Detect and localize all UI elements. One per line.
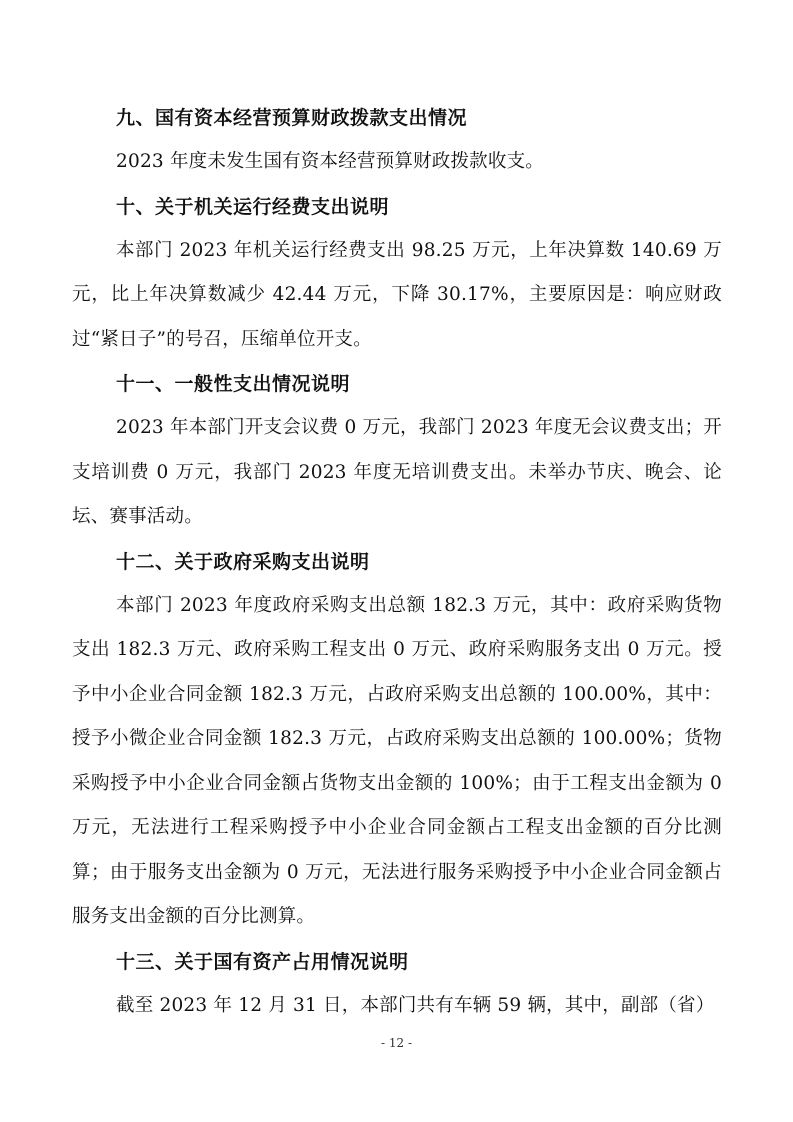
section-heading: 十三、关于国有资产占用情况说明	[116, 950, 409, 973]
section-paragraph: 截至 2023 年 12 月 31 日，本部门共有车辆 59 辆，其中，副部（省）	[116, 994, 715, 1016]
section-11	[72, 362, 722, 540]
section-heading: 十、关于机关运行经费支出说明	[116, 195, 390, 218]
section-paragraph: 本部门 2023 年机关运行经费支出 98.25 万元，上年决算数 140.69 万元，比上年决算数减少 42.44 万元，下降 30.17%，主要原因是：响应财政过“紧日子”的号召，压缩单位开支。	[72, 239, 722, 350]
section-paragraph: 2023 年本部门开支会议费 0 万元，我部门 2023 年度无会议费支出；开支培训费 0 万元，我部门 2023 年度无培训费支出。未举办节庆、晚会、论坛、赛事活动。	[72, 417, 722, 527]
section-10	[72, 185, 722, 363]
document-body	[72, 96, 722, 1028]
section-paragraph: 本部门 2023 年度政府采购支出总额 182.3 万元，其中：政府采购货物支出 182.3 万元、政府采购工程支出 0 万元、政府采购服务支出 0 万元。授予中小企业合同金额 182.3 万元，占政府采购支出总额的 100.00%，其中：授予小微企业合同金额 182.3 万元，占政府采购支出总额的 100.00%；货物采购授予中小企业合同金额占货物支出金额的 100%；由于工程支出金额为 0 万元，无法进行工程采购授予中小企业合同金额占工程支出金额的百分比测算；由于服务支出金额为 0 万元，无法进行服务采购授予中小企业合同金额占服务支出金额的百分比测算。	[72, 594, 722, 927]
section-heading: 九、国有资本经营预算财政拨款支出情况	[116, 107, 468, 129]
section-paragraph: 2023 年度未发生国有资本经营预算财政拨款收支。	[116, 151, 544, 172]
page-number: - 12 -	[380, 1036, 412, 1050]
section-heading: 十二、关于政府采购支出说明	[116, 550, 370, 573]
section-13	[72, 940, 722, 1029]
section-9	[72, 96, 722, 185]
section-heading: 十一、一般性支出情况说明	[116, 373, 351, 395]
section-12	[72, 540, 722, 940]
